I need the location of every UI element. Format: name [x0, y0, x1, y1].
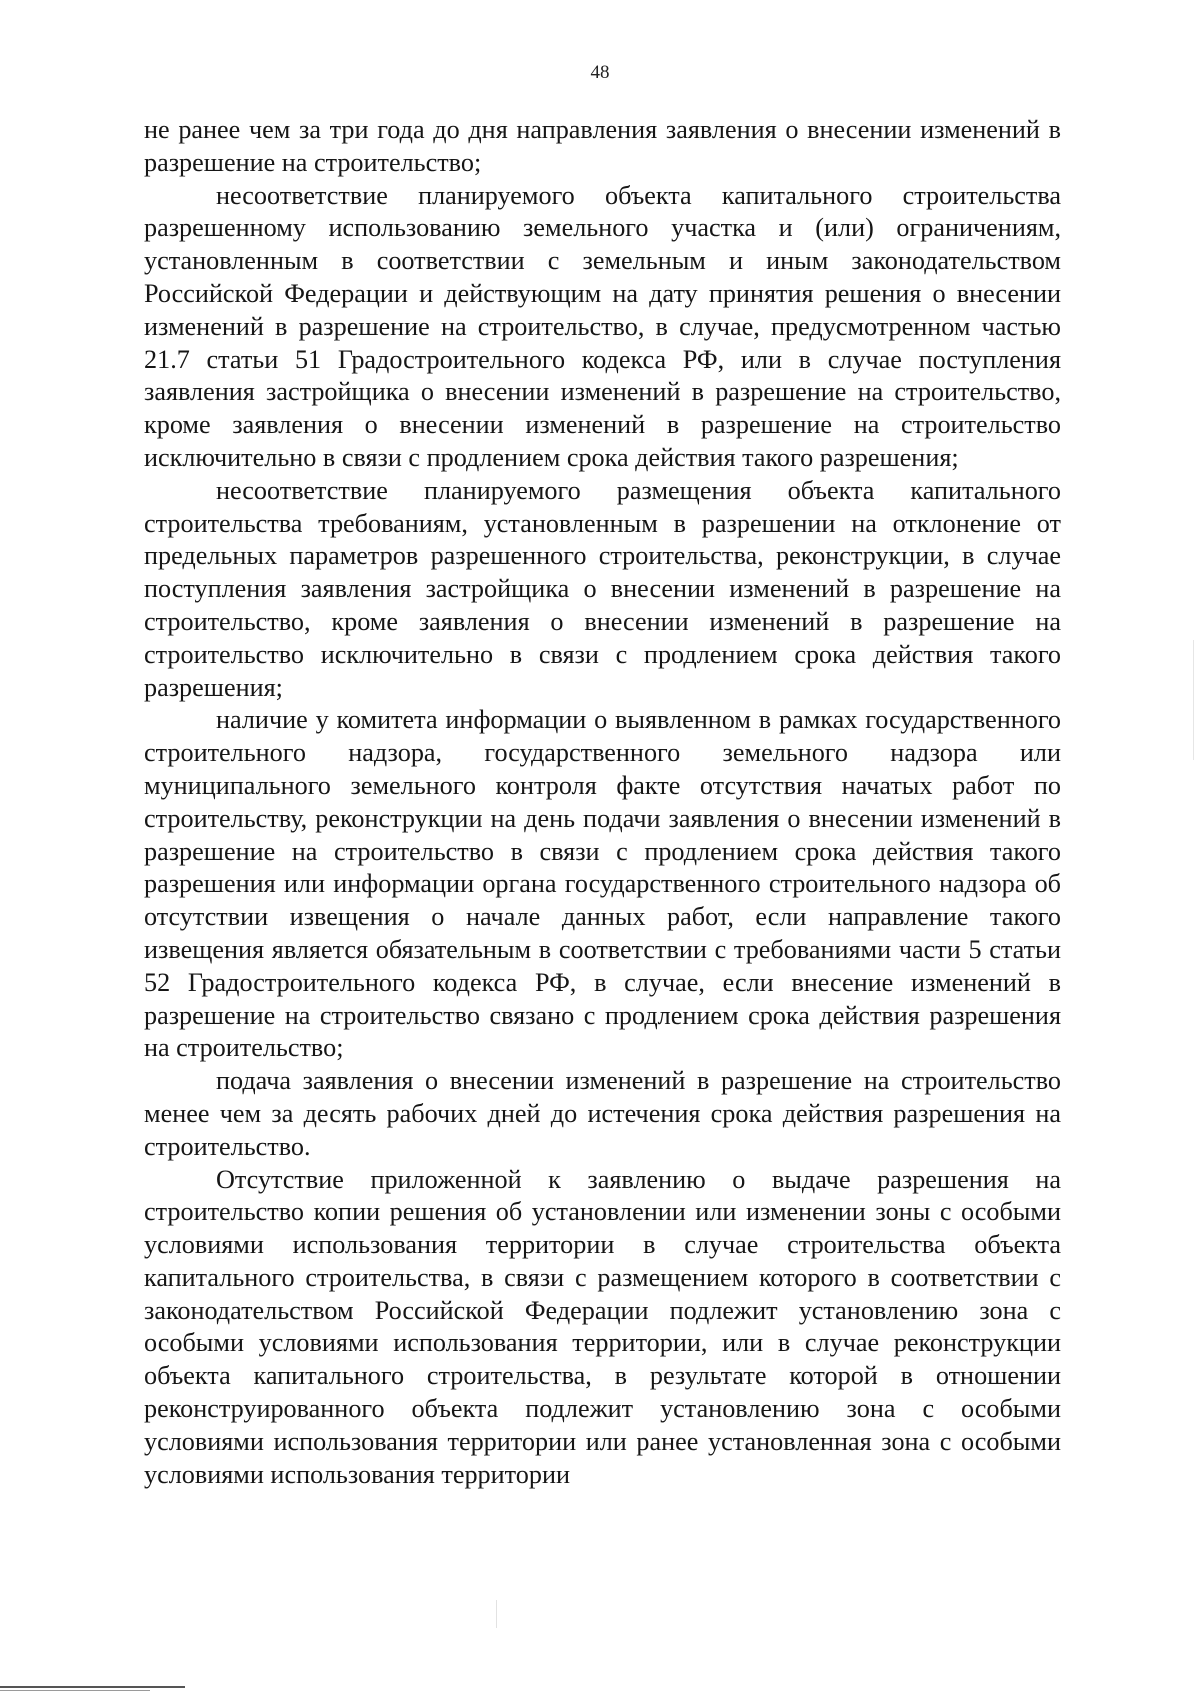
scan-edge-line-faint: [0, 1690, 150, 1691]
scan-artifact-right: [1193, 640, 1194, 760]
paragraph-2: несоответствие планируемого объекта капитального строительства разрешенному использованию земельного участка и (или) ограничениям, установленным в соответствии с земельным и иным законодательством Российской Федерации и действующим на дату принятия решения о внесении изменений в разрешение на строительство, в случае, предусмотренном частью 21.7 статьи 51 Градостроительного кодекса РФ, или в случае поступления заявления застройщика о внесении изменений в разрешение на строительство, кроме заявления о внесении изменений в разрешение на строительство исключительно в связи с продлением срока действия такого разрешения;: [144, 180, 1061, 472]
page-number: 48: [590, 62, 610, 83]
paragraph-1: не ранее чем за три года до дня направления заявления о внесении изменений в разрешение на строительство;: [144, 115, 1061, 177]
paragraph-4: наличие у комитета информации о выявленном в рамках государственного строительного надзора, государственного земельного надзора или муниципального земельного контроля факте отсутствия начатых работ по строительству, реконструкции на день подачи заявления о внесении изменений в разрешение на строительство в связи с продлением срока действия такого разрешения или информации органа государственного строительного надзора об отсутствии извещения о начале данных работ, если направление такого извещения является обязательным в соответствии с требованиями части 5 статьи 52 Градостроительного кодекса РФ, в случае, если внесение изменений в разрешение на строительство связано с продлением срока действия разрешения на строительство;: [144, 705, 1061, 1063]
scan-edge-line: [0, 1686, 185, 1688]
paragraph-3: несоответствие планируемого размещения объекта капитального строительства требованиям, установленным в разрешении на отклонение от предельных параметров разрешенного строительства, реконструкции, в случае поступления заявления застройщика о внесении изменений в разрешение на строительство, кроме заявления о внесении изменений в разрешение на строительство исключительно в связи с продлением срока действия такого разрешения;: [144, 475, 1061, 702]
document-body: [144, 114, 1061, 1491]
scan-artifact-bottom: [496, 1600, 497, 1628]
paragraph-6: Отсутствие приложенной к заявлению о выдаче разрешения на строительство копии решения об установлении или изменении зоны с особыми условиями использования территории в случае строительства объекта капитального строительства, в связи с размещением которого в соответствии с законодательством Российской Федерации подлежит установлению зона с особыми условиями использования территории, или в случае реконструкции объекта капитального строительства, в результате которой в отношении реконструированного объекта подлежит установлению зона с особыми условиями использования территории или ранее установленная зона с особыми условиями использования территории: [144, 1164, 1061, 1489]
paragraph-5: подача заявления о внесении изменений в разрешение на строительство менее чем за десять рабочих дней до истечения срока действия разрешения на строительство.: [144, 1066, 1061, 1161]
